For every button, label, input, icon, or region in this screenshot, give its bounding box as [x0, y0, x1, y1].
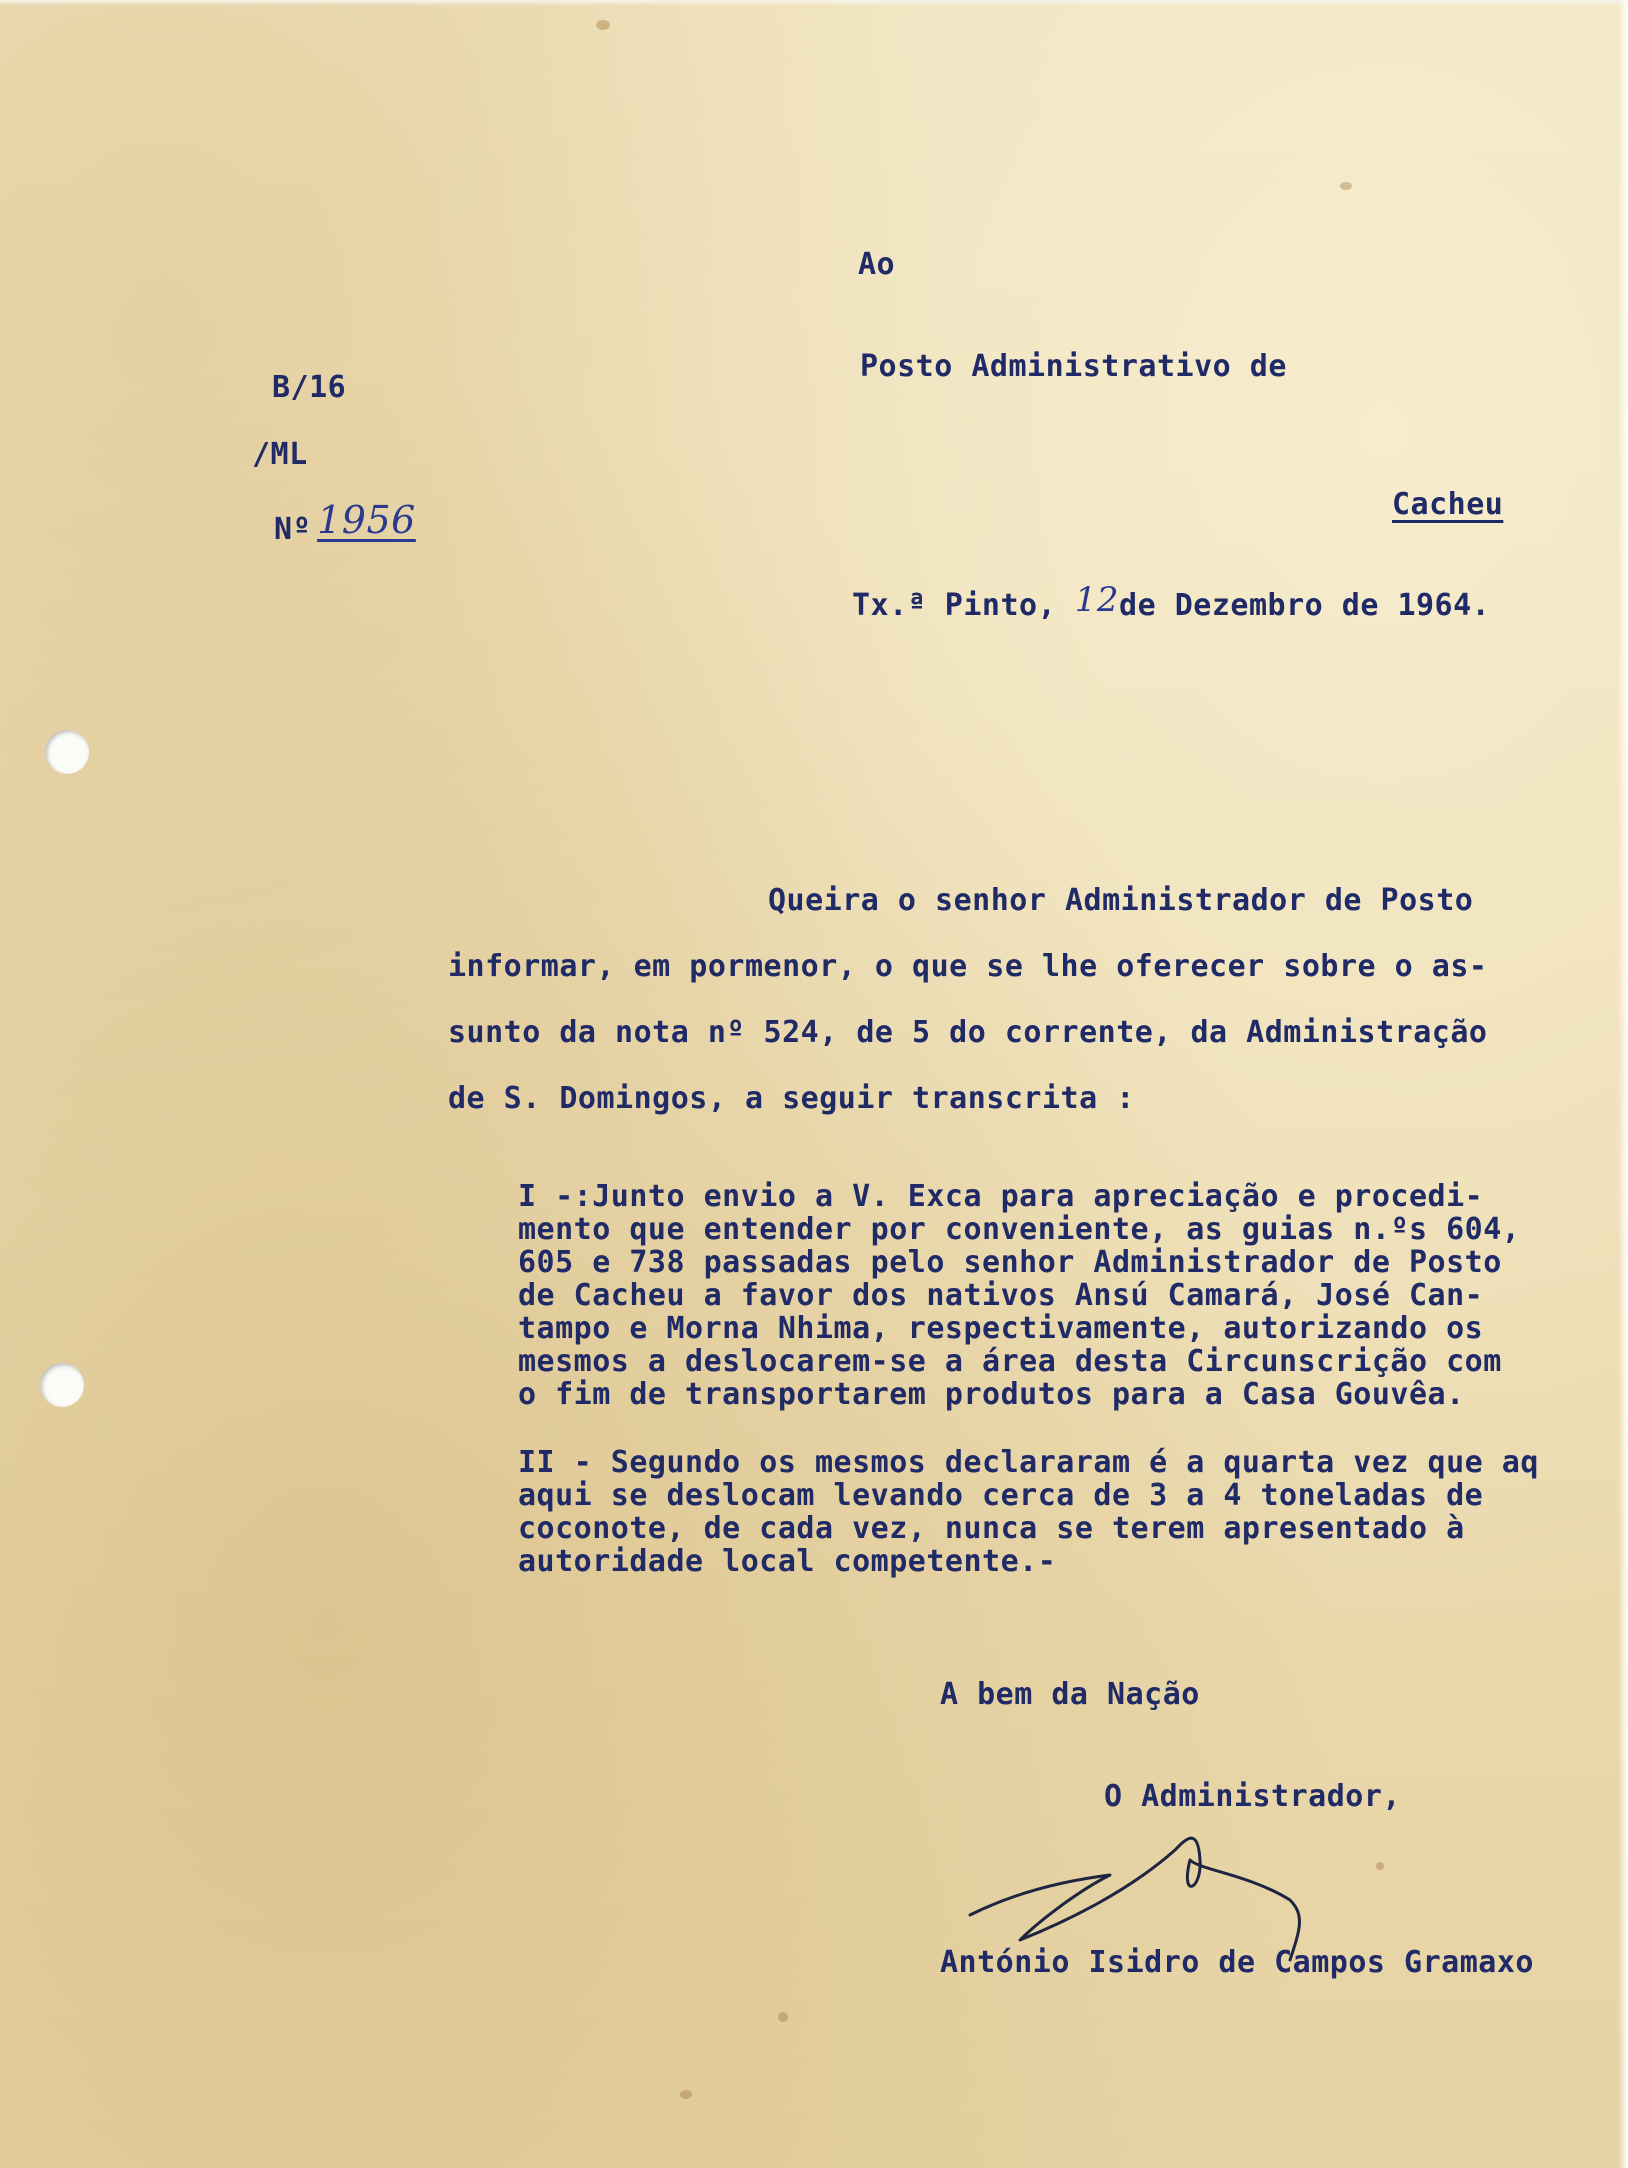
stain-spot — [596, 20, 610, 30]
punch-hole-top — [45, 730, 89, 774]
date-day-handwritten: 12 — [1074, 580, 1120, 620]
date-place: Tx.ª Pinto, — [852, 588, 1057, 623]
stain-spot — [778, 2012, 788, 2022]
quote-1-line: de Cacheu a favor dos nativos Ansú Camará, José Can- — [518, 1278, 1484, 1313]
quote-paragraph-1 — [518, 1180, 1598, 1411]
quote-2-line: aqui se deslocam levando cerca de 3 a 4 toneladas de — [518, 1478, 1484, 1513]
document-number — [274, 498, 416, 547]
signatory-name: António Isidro de Campos Gramaxo — [940, 1945, 1534, 1980]
number-prefix: Nº — [274, 512, 312, 547]
addressee-office: Posto Administrativo de — [860, 349, 1287, 384]
quote-1-line: 605 e 738 passadas pelo senhor Administrador de Posto — [518, 1245, 1502, 1280]
quote-1-line: tampo e Morna Nhima, respectivamente, autorizando os — [518, 1311, 1484, 1346]
reference-code: B/16 — [272, 370, 347, 405]
stain-spot — [1340, 182, 1352, 190]
addressee-to: Ao — [858, 247, 896, 282]
quote-2-line: coconote, de cada vez, nunca se terem apresentado à — [518, 1511, 1465, 1546]
paper-top-edge — [0, 0, 1628, 6]
intro-line-2: informar, em pormenor, o que se lhe oferecer sobre o as- — [448, 949, 1488, 984]
paper-right-edge — [1618, 0, 1628, 2168]
stain-spot — [680, 2090, 692, 2099]
quote-1-line: o fim de transportarem produtos para a Casa Gouvêa. — [518, 1377, 1465, 1412]
punch-hole-bottom — [40, 1363, 84, 1407]
intro-line-3: sunto da nota nº 524, de 5 do corrente, da Administração — [448, 1015, 1488, 1050]
intro-line-1: Queira o senhor Administrador de Posto — [768, 883, 1474, 918]
quote-2-line: autoridade local competente.- — [518, 1544, 1057, 1579]
intro-line-4: de S. Domingos, a seguir transcrita : — [448, 1081, 1135, 1116]
salutation: A bem da Nação — [940, 1677, 1200, 1712]
signer-role: O Administrador, — [1104, 1779, 1401, 1814]
number-handwritten: 1956 — [317, 498, 416, 542]
date-rest: de Dezembro de 1964. — [1119, 588, 1491, 623]
quote-1-line: mesmos a deslocarem-se a área desta Circunscrição com — [518, 1344, 1502, 1379]
addressee-place: Cacheu — [1392, 487, 1504, 522]
stain-spot — [1376, 1862, 1384, 1870]
reference-initials: /ML — [252, 437, 308, 472]
quote-paragraph-2 — [518, 1446, 1598, 1578]
quote-2-line: II - Segundo os mesmos declararam é a quarta vez que aq — [518, 1445, 1539, 1480]
quote-1-line: I -:Junto envio a V. Exca para apreciação e procedi- — [518, 1179, 1484, 1214]
quote-1-line: mento que entender por conveniente, as guias n.ºs 604, — [518, 1212, 1521, 1247]
date-line — [852, 580, 1491, 623]
